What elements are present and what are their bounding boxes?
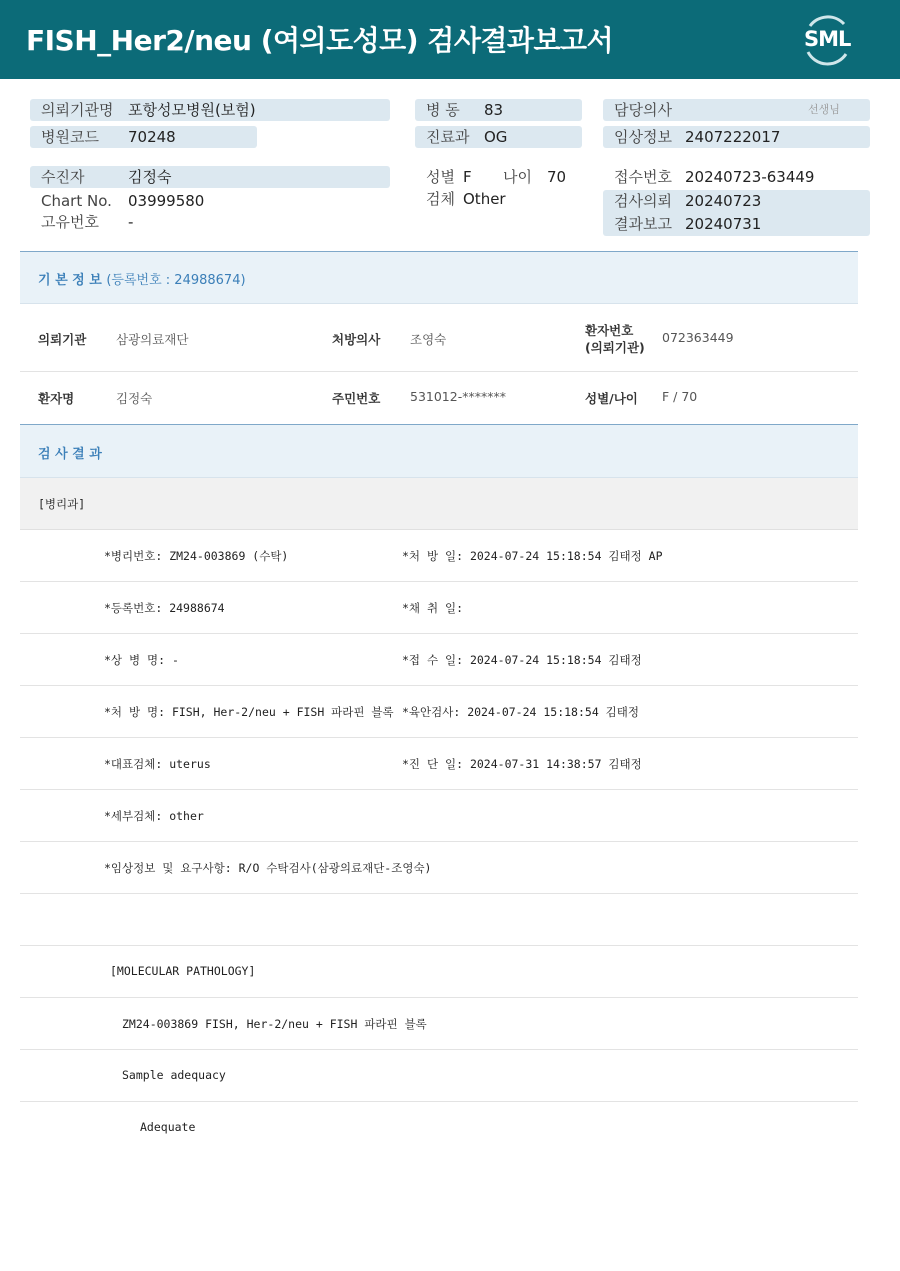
collection-date: *채 취 일: — [402, 601, 464, 615]
institution-key: 의뢰기관 — [38, 332, 87, 347]
age-value: 70 — [547, 168, 567, 186]
institution-label: 의뢰기관명 — [41, 101, 114, 119]
sample-adequacy-label: Sample adequacy — [122, 1068, 226, 1082]
diagnosis-date: *진 단 일: 2024-07-31 14:38:57 김태정 — [402, 757, 642, 771]
doctor-val: 조영숙 — [410, 332, 447, 347]
clinical-info-field — [603, 126, 870, 148]
report-date-label: 결과보고 — [614, 215, 672, 233]
sexage-val: F / 70 — [662, 389, 698, 404]
basic-info-row-1 — [20, 304, 858, 372]
chart-no-field — [30, 190, 390, 212]
clinical-info-value: 2407222017 — [685, 128, 781, 146]
unique-no-field — [30, 211, 390, 233]
chart-no-value: 03999580 — [128, 192, 205, 210]
results-header — [20, 424, 858, 478]
department-row — [20, 478, 858, 530]
molecular-header: [MOLECULAR PATHOLOGY] — [110, 964, 256, 978]
result-row-6 — [20, 790, 858, 842]
doctor-key: 처방의사 — [332, 332, 381, 347]
patient-label: 수진자 — [41, 168, 85, 186]
report-title: FISH_Her2/neu (여의도성모) 검사결과보고서 — [26, 24, 614, 57]
sex-label: 성별 — [426, 168, 455, 186]
gross-exam-date: *육안검사: 2024-07-24 15:18:54 김태정 — [402, 705, 640, 719]
ward-field — [415, 99, 582, 121]
basic-info-title — [38, 269, 246, 288]
basic-info-reg: (등록번호 : 24988674) — [106, 273, 246, 288]
result-row-2 — [20, 582, 858, 634]
patient-field — [30, 166, 390, 188]
institution-field — [30, 99, 390, 121]
receipt-date: *접 수 일: 2024-07-24 15:18:54 김태정 — [402, 653, 642, 667]
patient-no-key-1: 환자번호 — [585, 323, 634, 338]
specimen-value: Other — [463, 190, 506, 208]
request-date-label: 검사의뢰 — [614, 192, 672, 210]
result-row-1 — [20, 530, 858, 582]
clinical-info-label: 임상정보 — [614, 128, 672, 146]
result-row-3 — [20, 634, 858, 686]
dates-field — [603, 190, 870, 236]
sample-adequacy-value: Adequate — [140, 1120, 196, 1134]
result-row-7 — [20, 842, 858, 894]
main-specimen: *대표검체: uterus — [104, 757, 211, 771]
specimen-label: 검체 — [426, 190, 455, 208]
results-title: 검 사 결 과 — [38, 447, 102, 462]
rrn-val: 531012-******* — [410, 389, 506, 404]
sml-logo — [800, 12, 854, 66]
hospital-code-field — [30, 126, 257, 148]
request-date-value: 20240723 — [685, 192, 762, 210]
receipt-no-value: 20240723-63449 — [685, 168, 815, 186]
result-row-5 — [20, 738, 858, 790]
department-label: 진료과 — [426, 128, 470, 146]
department-field — [415, 126, 582, 148]
diagnosis-name: *상 병 명: - — [104, 653, 179, 667]
sex-age-field — [415, 166, 585, 188]
detail-specimen: *세부검체: other — [104, 809, 204, 823]
institution-value: 포항성모병원(보험) — [128, 101, 256, 119]
receipt-no-field — [603, 166, 870, 188]
patient-no-val: 072363449 — [662, 330, 734, 345]
result-row-4 — [20, 686, 858, 738]
hospital-code-label: 병원코드 — [41, 128, 99, 146]
unique-no-label: 고유번호 — [41, 213, 99, 231]
clinical-request: *임상정보 및 요구사항: R/O 수탁검사(삼광의료재단-조영숙) — [104, 861, 432, 875]
specimen-field — [415, 188, 585, 210]
pathology-no: *병리번호: ZM24-003869 (수탁) — [104, 549, 289, 563]
order-date: *처 방 일: 2024-07-24 15:18:54 김태정 AP — [402, 549, 663, 563]
molecular-order-line: ZM24-003869 FISH, Her-2/neu + FISH 파라핀 블록 — [122, 1017, 427, 1031]
hospital-code-value: 70248 — [128, 128, 176, 146]
doctor-suffix: 선생님 — [808, 103, 840, 116]
rrn-key: 주민번호 — [332, 391, 381, 406]
age-label: 나이 — [503, 168, 532, 186]
registration-no: *등록번호: 24988674 — [104, 601, 225, 615]
institution-val: 삼광의료재단 — [116, 332, 189, 347]
logo-text: SML — [804, 27, 851, 51]
result-row-sample-label — [20, 1050, 858, 1102]
report-date-value: 20240731 — [685, 215, 762, 233]
ward-value: 83 — [484, 101, 504, 119]
doctor-field — [603, 99, 870, 121]
result-row-mol-line — [20, 998, 858, 1050]
name-val: 김정숙 — [116, 391, 153, 406]
department-value: OG — [484, 128, 508, 146]
receipt-no-label: 접수번호 — [614, 168, 672, 186]
patient-value: 김정숙 — [128, 168, 172, 186]
basic-info-header — [20, 251, 858, 304]
patient-no-key-2: (의뢰기관) — [585, 340, 645, 355]
ward-label: 병 동 — [426, 101, 460, 119]
chart-no-label: Chart No. — [41, 192, 112, 210]
report-header — [0, 0, 900, 79]
result-row-mol-header — [20, 946, 858, 998]
result-row-sample-value — [20, 1102, 858, 1154]
unique-no-value: - — [128, 213, 134, 231]
basic-info-title-text: 기 본 정 보 — [38, 273, 102, 288]
basic-info-row-2 — [20, 372, 858, 425]
order-name: *처 방 명: FISH, Her-2/neu + FISH 파라핀 블록 — [104, 705, 394, 719]
name-key: 환자명 — [38, 391, 75, 406]
result-row-blank — [20, 894, 858, 946]
department-label-text: [병리과] — [38, 497, 86, 511]
doctor-label: 담당의사 — [614, 101, 672, 119]
sex-value: F — [463, 168, 472, 186]
sexage-key: 성별/나이 — [585, 391, 638, 406]
